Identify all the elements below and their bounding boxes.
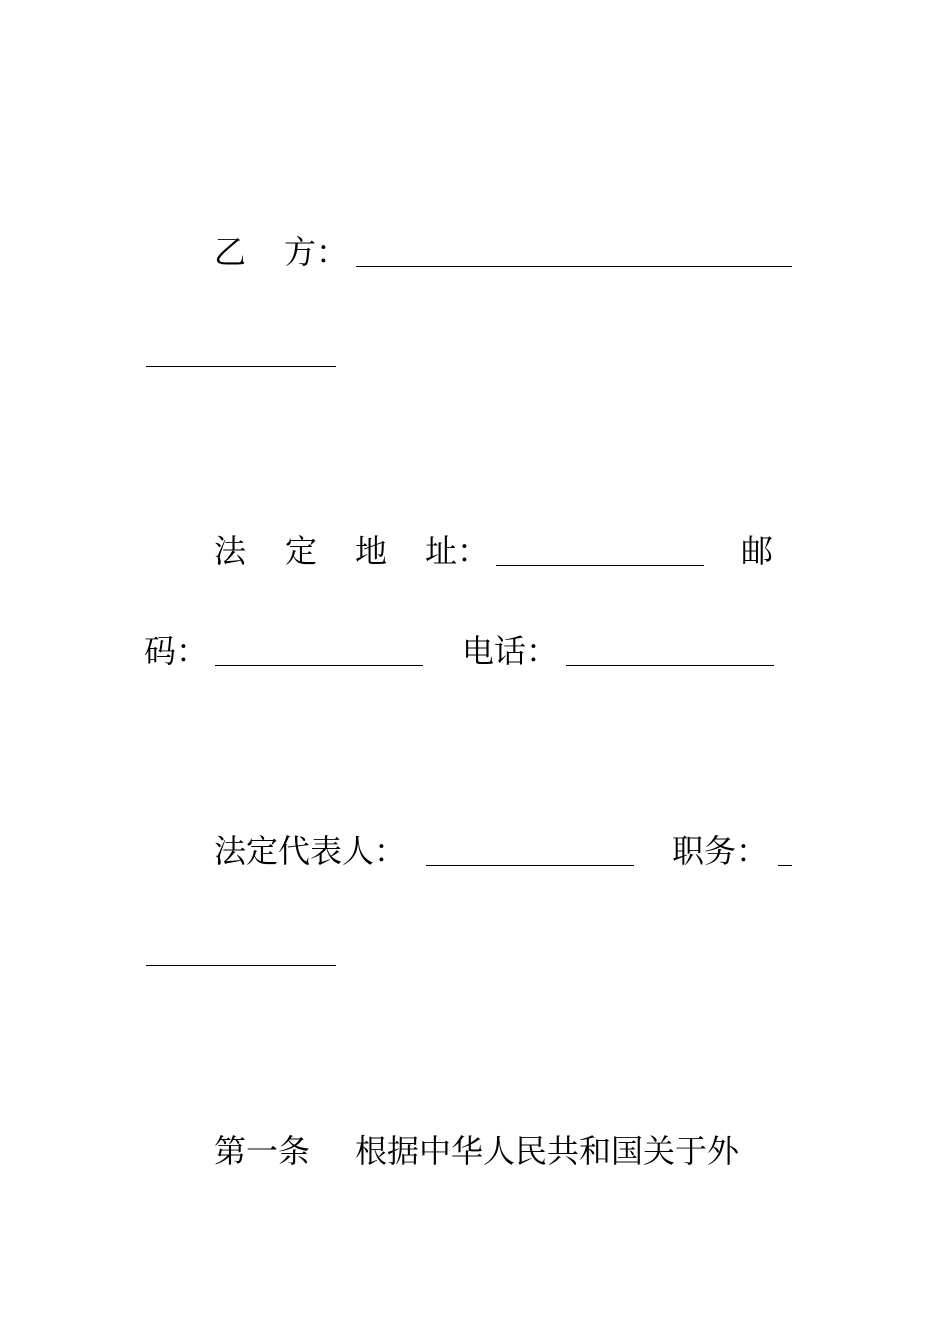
position-blank-line-start[interactable] [778, 865, 792, 866]
phone-blank-line[interactable] [566, 665, 774, 666]
legal-address-blank-line[interactable] [496, 565, 704, 566]
position-blank-line-continued[interactable] [146, 965, 336, 966]
legal-rep-blank-line[interactable] [426, 865, 634, 866]
party-b-label-char2: 方： [284, 233, 349, 271]
legal-address-char-4: 址： [425, 532, 490, 570]
postal-code-blank-line[interactable] [215, 665, 423, 666]
position-label: 职务： [672, 832, 769, 870]
party-b-blank-line[interactable] [356, 266, 792, 267]
article-one-text: 根据中华人民共和国关于外 [355, 1132, 740, 1170]
phone-label: 电话： [462, 632, 559, 670]
legal-address-char-3: 地 [355, 532, 388, 570]
postal-code-label-lead: 邮 [741, 532, 774, 570]
legal-address-char-1: 法 [214, 532, 247, 570]
party-b-blank-line-continued[interactable] [146, 366, 336, 367]
legal-rep-label: 法定代表人： [214, 832, 407, 870]
legal-address-char-2: 定 [285, 532, 318, 570]
article-one-heading: 第一条 [214, 1132, 311, 1170]
postal-code-label-tail: 码： [144, 632, 209, 670]
party-b-label-char1: 乙 [214, 233, 247, 271]
